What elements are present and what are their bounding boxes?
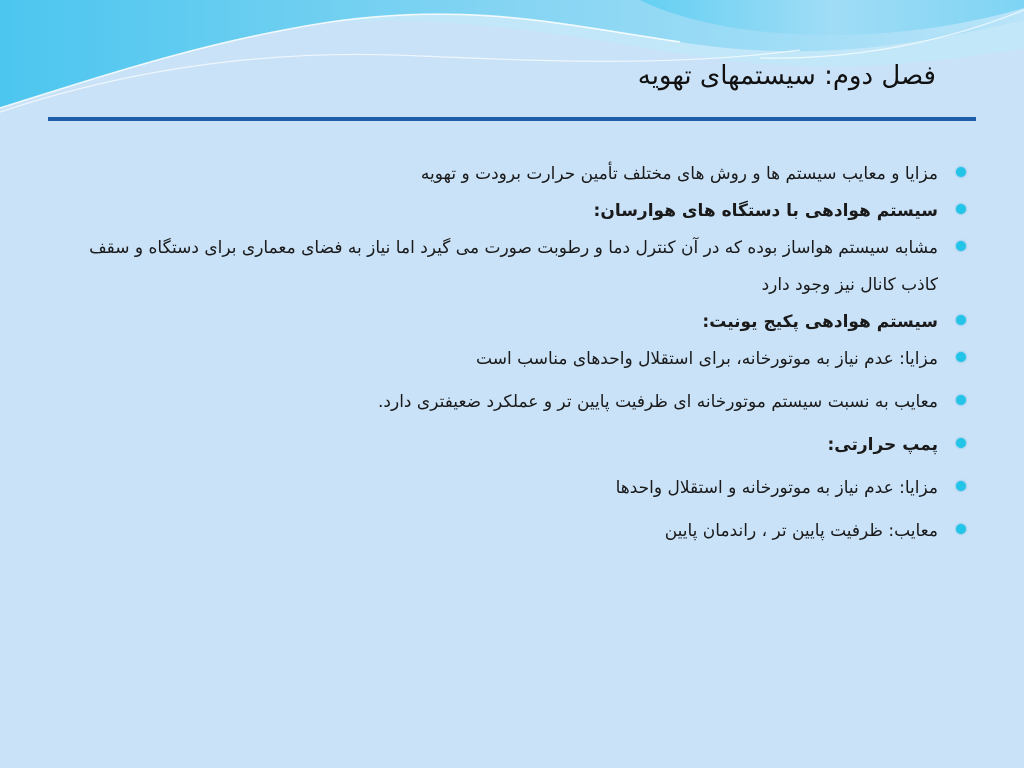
bullet-dot-icon: [956, 438, 966, 448]
bullet-heading: پمپ حرارتی:: [827, 435, 938, 455]
bullet-heading: سیستم هوادهی با دستگاه های هوارسان:: [593, 201, 938, 221]
bullet-text: معایب: ظرفیت پایین تر ، راندمان پایین: [664, 521, 938, 541]
bullet-text: مشابه سیستم هواساز بوده که در آن کنترل دما و رطوبت صورت می گیرد اما نیاز به فضای معماری برای دستگاه و سقف کاذب کانال نیز وجود دارد: [89, 238, 938, 295]
bullet-heading: سیستم هوادهی پکیج یونیت:: [702, 312, 938, 332]
bullet-item: [58, 304, 938, 341]
bullet-text: مزایا: عدم نیاز به موتورخانه، برای استقلال واحدهای مناسب است: [476, 349, 938, 369]
bullet-text: مزایا: عدم نیاز به موتورخانه و استقلال واحدها: [615, 478, 938, 498]
title-underline: [48, 117, 976, 121]
bullet-item: [58, 230, 938, 304]
slide-content: [58, 156, 938, 550]
bullet-item: [58, 341, 938, 378]
bullet-item: [58, 470, 938, 507]
bullet-dot-icon: [956, 395, 966, 405]
bullet-item: [58, 513, 938, 550]
slide-title: فصل دوم: سیستمهای تهویه: [637, 61, 936, 91]
bullet-dot-icon: [956, 315, 966, 325]
bullet-list: [58, 156, 938, 550]
bullet-text: معایب به نسبت سیستم موتورخانه ای ظرفیت پایین تر و عملکرد ضعیفتری دارد.: [378, 392, 938, 412]
bullet-item: [58, 193, 938, 230]
bullet-dot-icon: [956, 481, 966, 491]
bullet-dot-icon: [956, 524, 966, 534]
bullet-item: [58, 427, 938, 464]
bullet-text: مزایا و معایب سیستم ها و روش های مختلف تأمین حرارت برودت و تهویه: [420, 164, 938, 184]
bullet-dot-icon: [956, 352, 966, 362]
bullet-item: [58, 384, 938, 421]
bullet-item: [58, 156, 938, 193]
bullet-dot-icon: [956, 241, 966, 251]
bullet-dot-icon: [956, 204, 966, 214]
bullet-dot-icon: [956, 167, 966, 177]
